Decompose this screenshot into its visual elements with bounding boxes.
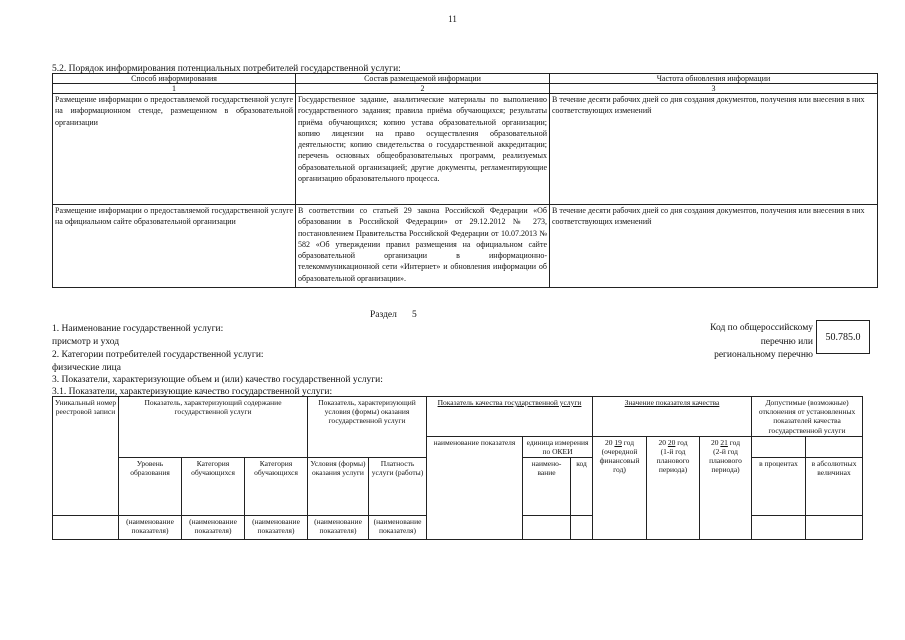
sub-unit-name: наимено-вание: [523, 458, 571, 516]
table-row: [53, 205, 878, 288]
col-number: 3: [550, 84, 878, 94]
header-content-indicator: Показатель, характеризующий содержание государственной услуги: [119, 397, 308, 458]
sub-category: Категория обучающихся: [182, 458, 245, 516]
quality-label: 3.1. Показатели, характеризующие качество государственной услуги:: [52, 387, 333, 397]
placeholder-cell: (наименование показателя): [119, 516, 182, 540]
col-number: 1: [53, 84, 296, 94]
method-cell: Размещение информации о предоставляемой государственной услуге на официальном сайте образовательной организации: [53, 205, 296, 288]
sub-payment: Платность услуги (работы): [369, 458, 427, 516]
indicators-label: 3. Показатели, характеризующие объем и (или) качество государственной услуги:: [52, 375, 383, 385]
service-name-value: присмотр и уход: [52, 337, 120, 347]
deviation-spacer: [806, 436, 863, 457]
header-conditions-indicator: Показатель, характеризующий условия (формы) оказания государственной услуги: [308, 397, 427, 458]
frequency-cell: В течение десяти рабочих дней со дня создания документов, получения или внесения в них соответствующих изменений: [550, 205, 878, 288]
quality-header-row: [53, 397, 863, 437]
empty-cell: [752, 516, 806, 540]
empty-cell: [571, 516, 593, 540]
header-quality-indicator: Показатель качества государственной услуги: [427, 397, 593, 437]
header-frequency: Частота обновления информации: [550, 74, 878, 84]
empty-cell: [523, 516, 571, 540]
code-label-line: Код по общероссийскому: [710, 323, 813, 333]
sub-conditions: Условия (формы) оказания услуги: [308, 458, 369, 516]
header-unique-number: Уникальный номер реестровой записи: [53, 397, 119, 516]
code-label-line: перечню или: [760, 336, 813, 347]
placeholder-cell: (наименование показателя): [369, 516, 427, 540]
sub-absolute: в абсолютных величинах: [806, 458, 863, 516]
code-value-box: 50.785.0: [816, 320, 870, 354]
frequency-cell: В течение десяти рабочих дней со дня создания документов, получения или внесения в них соответствующих изменений: [550, 94, 878, 205]
informing-table-numbers: [53, 84, 878, 94]
deviation-spacer: [752, 436, 806, 457]
content-cell: Государственное задание, аналитические материалы по выполнению государственного задания; правила приёма обучающихся; результаты приёма обучающихся; копию устава образовательной организации; копию лицензии на право осуществления образовательной деятельности; копию свидетельства о государственной аккредитации; перечень основных общеобразовательных программ, реализуемых образовательной организацией; другие документы, регламентирующие организацию образовательного процесса.: [296, 94, 550, 205]
informing-table: [52, 73, 878, 288]
header-year-1: 20 19 год (очередной финансовый год): [593, 436, 647, 539]
razdel-label: Раздел: [370, 310, 397, 320]
placeholder-cell: (наименование показателя): [308, 516, 369, 540]
page-number: 11: [448, 14, 457, 24]
header-method: Способ информирования: [53, 74, 296, 84]
code-label-line: региональному перечню: [714, 350, 813, 360]
header-content: Состав размещаемой информации: [296, 74, 550, 84]
table-row: [53, 94, 878, 205]
placeholder-cell: (наименование показателя): [245, 516, 308, 540]
empty-cell: [53, 516, 119, 540]
consumers-value: физические лица: [52, 363, 121, 373]
header-unit: единица измерения по ОКЕИ: [523, 436, 593, 457]
razdel-number: 5: [412, 310, 417, 320]
sub-percent: в процентах: [752, 458, 806, 516]
section-5-2-title: 5.2. Порядок информирования потенциальных потребителей государственной услуги:: [52, 64, 401, 74]
service-name-label: 1. Наименование государственной услуги:: [52, 324, 224, 334]
col-number: 2: [296, 84, 550, 94]
sub-level: Уровень образования: [119, 458, 182, 516]
consumers-label: 2. Категории потребителей государственной услуги:: [52, 350, 264, 360]
informing-table-header: [53, 74, 878, 84]
placeholder-cell: (наименование показателя): [182, 516, 245, 540]
content-cell: В соответствии со статьей 29 закона Российской Федерации «Об образовании в Российской Федерации» от 29.12.2012 № 273, постановлением Правительства Российской Федерации от 10.07.2013 № 582 «Об утверждении правил размещения на официальном сайте образовательной организации в информационно-телекоммуникационной сети «Интернет» и обновления информации об образовательной организации».: [296, 205, 550, 288]
empty-cell: [806, 516, 863, 540]
sub-category: Категория обучающихся: [245, 458, 308, 516]
header-year-3: 20 21 год (2-й год планового периода): [700, 436, 752, 539]
header-indicator-name: наименование показателя: [427, 436, 523, 539]
sub-unit-code: код: [571, 458, 593, 516]
code-label: [710, 322, 813, 363]
quality-table: [52, 396, 863, 540]
header-year-2: 20 20 год (1-й год планового периода): [647, 436, 700, 539]
header-value-indicator: Значение показателя качества: [593, 397, 752, 437]
header-deviation: Допустимые (возможные) отклонения от установленных показателей качества государственной услуги: [752, 397, 863, 437]
method-cell: Размещение информации о предоставляемой государственной услуге на информационном стенде, размещенном в образовательной организации: [53, 94, 296, 205]
